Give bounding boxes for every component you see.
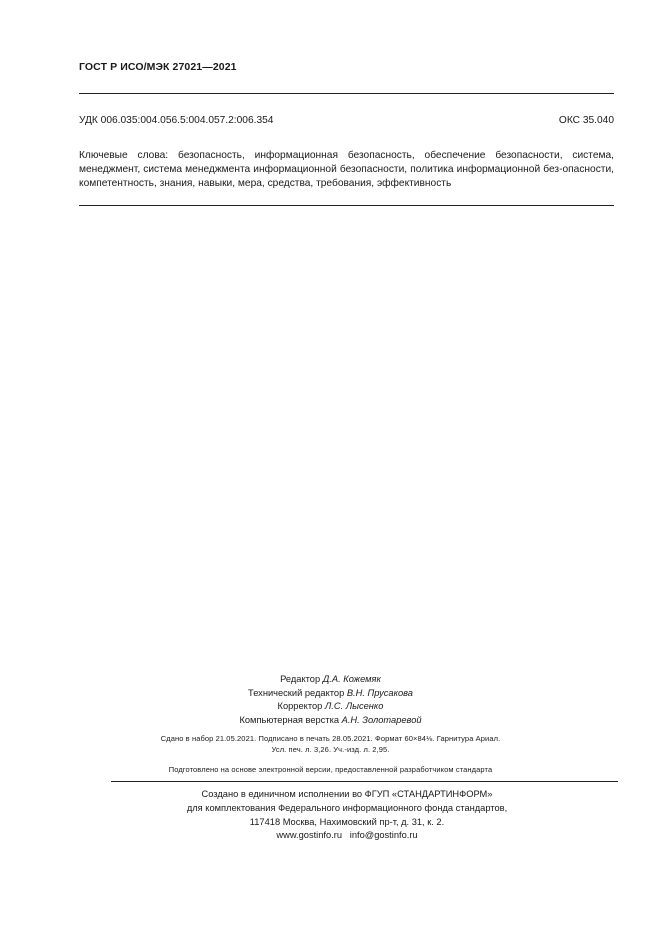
keywords-paragraph: Ключевые слова: безопасность, информационная безопасность, обеспечение безопасности, система, менеджмент, система менеджмента информационной безопасности, политика информационной без-опасности, компетентность, знания, навыки, мера, средства, требования, эффективность [79, 150, 614, 189]
credit-name: А.Н. Золотаревой [341, 714, 422, 725]
credits-block [0, 673, 661, 727]
credit-name: Л.С. Лысенко [324, 701, 384, 712]
credit-layout [0, 714, 661, 728]
credit-name: В.Н. Прусакова [346, 687, 413, 698]
publisher-contacts [168, 829, 526, 843]
print-info-line: Сдано в набор 21.05.2021. Подписано в печать 28.05.2021. Формат 60×84⅛. Гарнитура Ариал. [160, 734, 501, 743]
credit-name: Д.А. Кожемяк [322, 674, 381, 684]
credit-role: Технический редактор [248, 687, 345, 698]
publisher-address: 117418 Москва, Нахимовский пр-т, д. 31, к. 2. [249, 816, 445, 827]
header-divider [79, 93, 614, 94]
credit-role: Редактор [280, 674, 321, 684]
print-info [0, 733, 661, 755]
publisher-email: info@gostinfo.ru [349, 830, 418, 841]
publisher-divider [111, 781, 618, 782]
keywords-divider [79, 205, 614, 206]
credit-role: Корректор [277, 701, 323, 712]
print-info-line: Усл. печ. л. 3,26. Уч.-изд. л. 2,95. [271, 745, 390, 754]
prepared-note: Подготовлено на основе электронной версии, предоставленной разработчиком стандарта [168, 765, 493, 774]
publisher-line: для комплектования Федерального информационного фонда стандартов, [186, 802, 508, 813]
publisher-block [168, 788, 526, 843]
publisher-line: Создано в единичном исполнении во ФГУП «СТАНДАРТИНФОРМ» [201, 789, 493, 799]
standard-designation: ГОСТ Р ИСО/МЭК 27021—2021 [79, 61, 237, 73]
credit-editor [0, 673, 661, 687]
publisher-website: www.gostinfo.ru [276, 830, 343, 841]
credit-corrector [0, 700, 661, 714]
oks-code: ОКС 35.040 [558, 115, 614, 126]
credit-role: Компьютерная верстка [239, 714, 340, 725]
udk-code: УДК 006.035:004.056.5:004.057.2:006.354 [79, 115, 274, 126]
credit-tech-editor [0, 687, 661, 701]
